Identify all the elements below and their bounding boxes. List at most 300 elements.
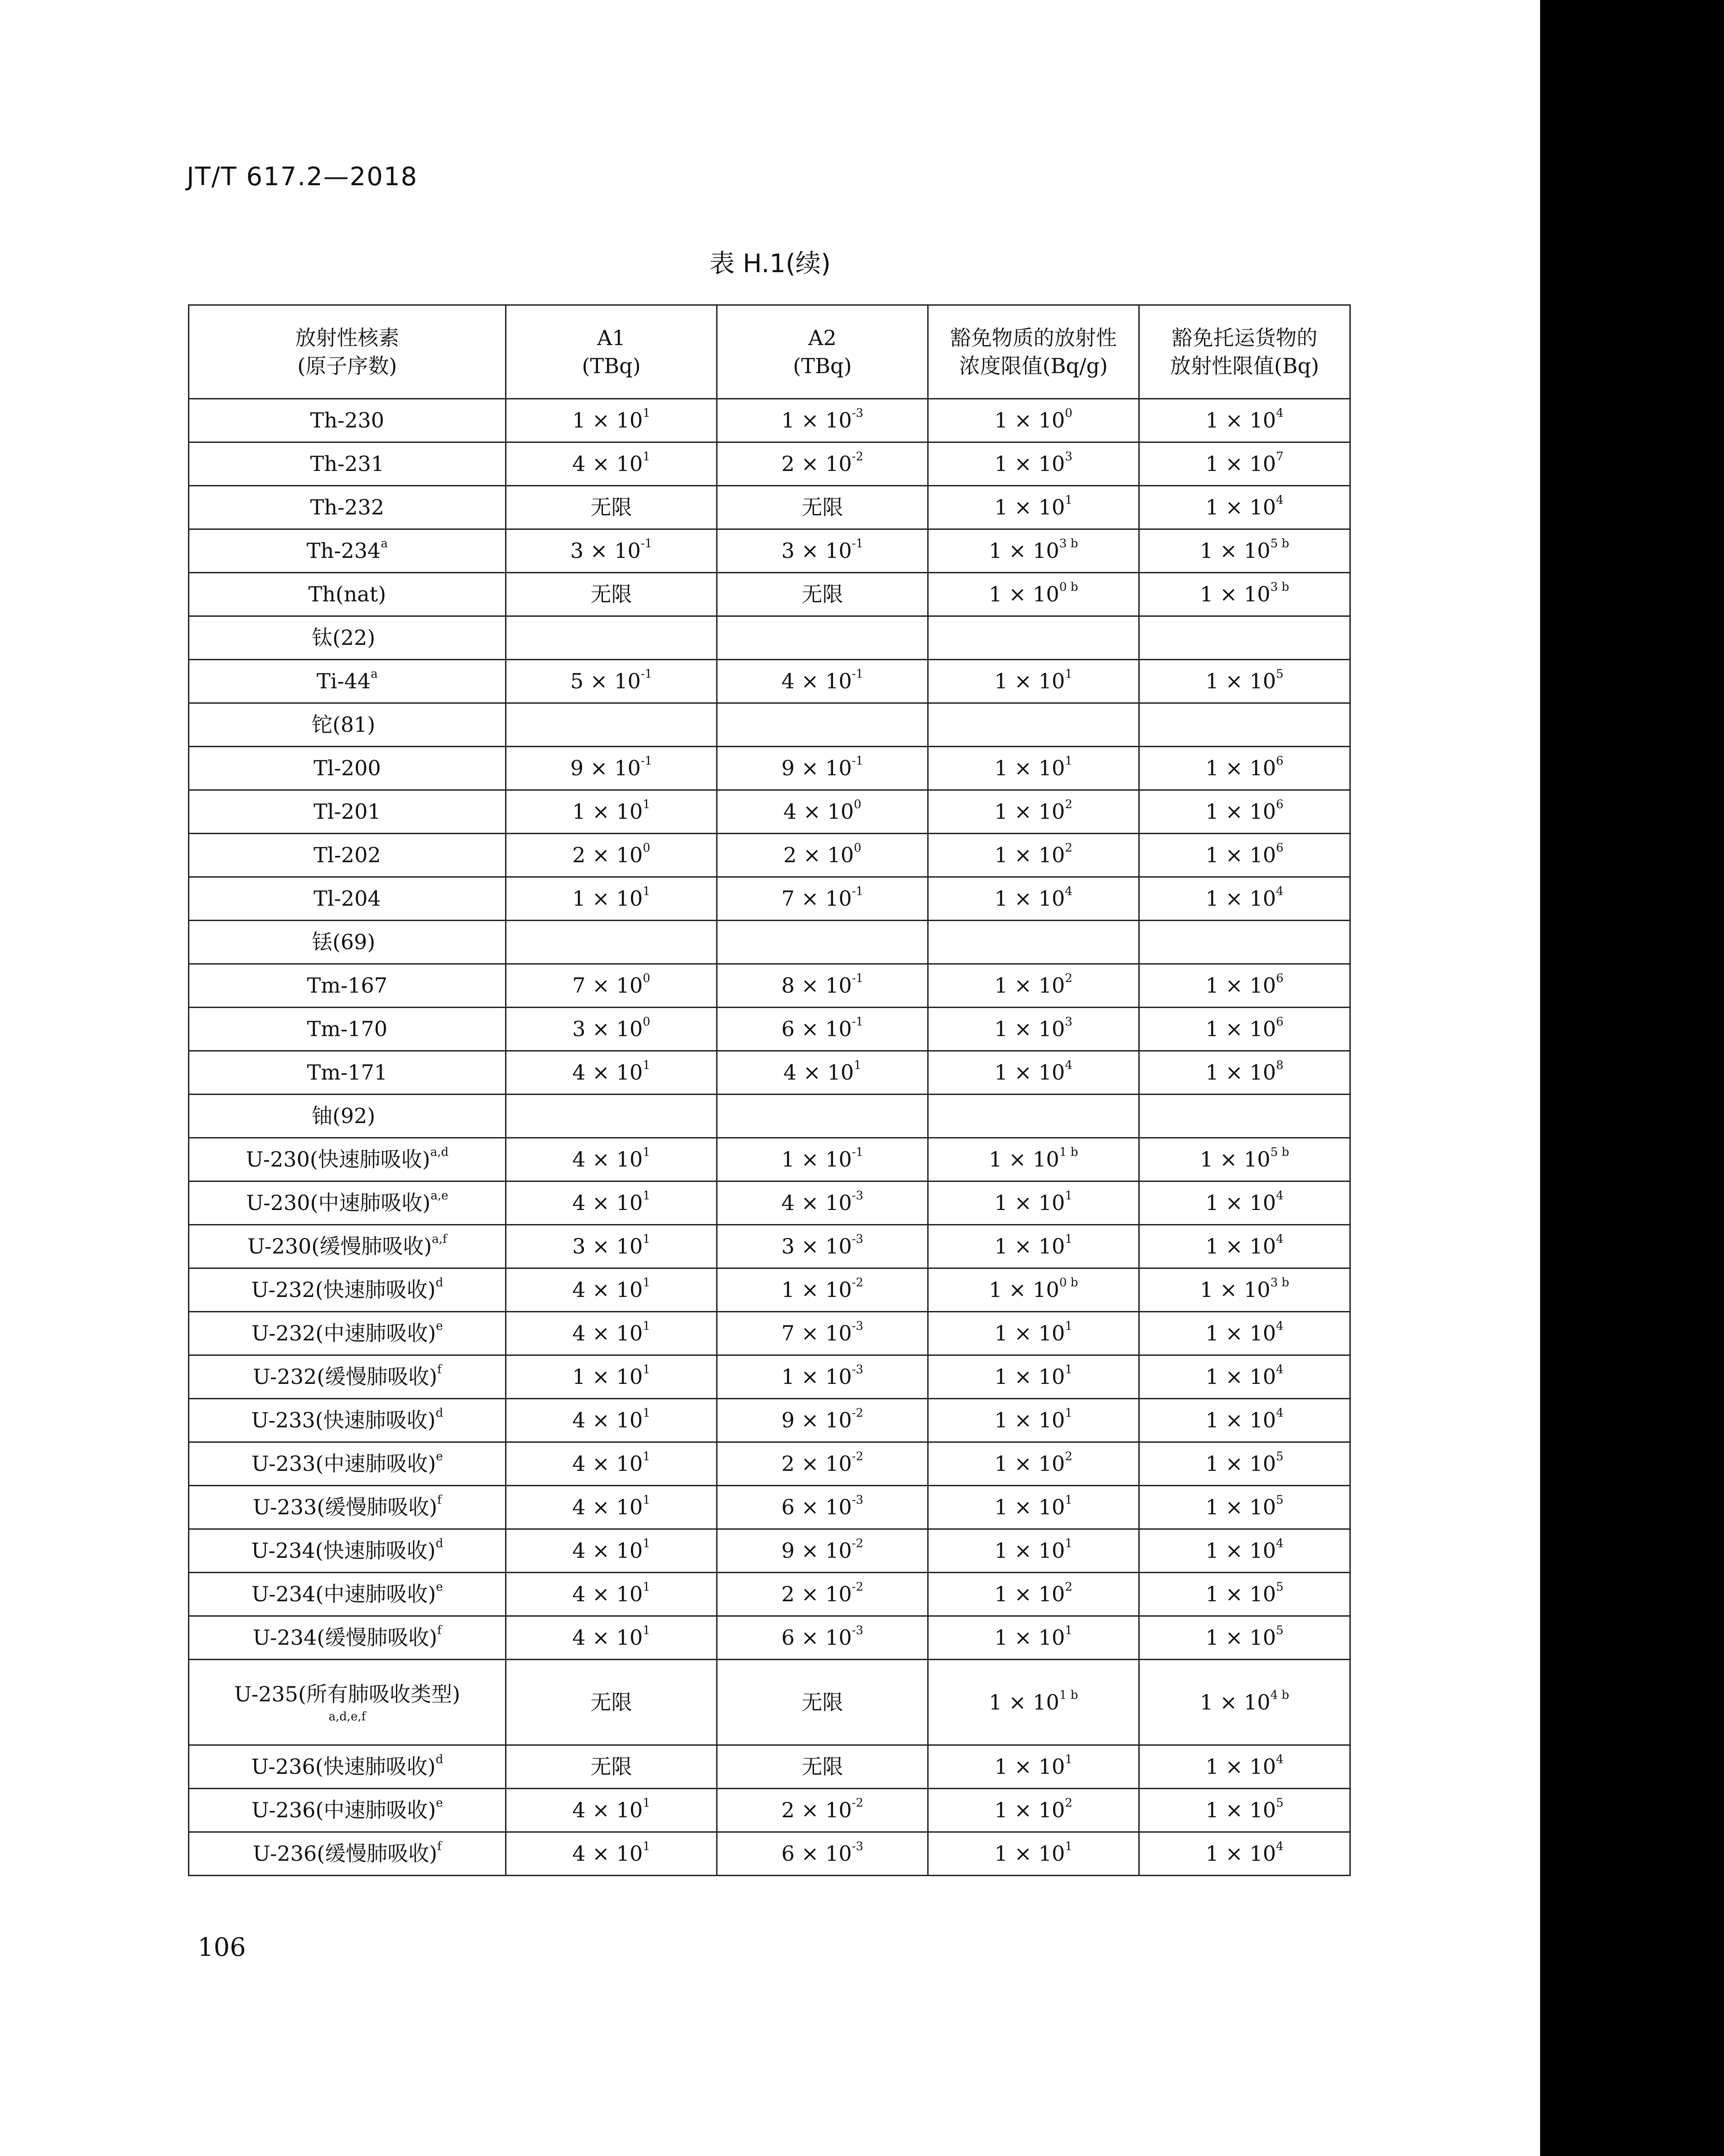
nuclide-cell	[189, 747, 506, 790]
exponent: 0	[1065, 407, 1073, 421]
exponent: -2	[852, 1580, 863, 1594]
exponent: -1	[852, 754, 863, 768]
exponent: 1	[643, 885, 650, 899]
nuclide-cell	[189, 1529, 506, 1573]
a2-value	[717, 573, 928, 616]
a1-value	[506, 1573, 717, 1616]
nuclide-name: Tl-200	[313, 756, 381, 781]
exponent: -3	[852, 1233, 863, 1247]
mantissa: 1 × 10	[994, 756, 1065, 781]
exempt-concentration-value	[928, 1529, 1139, 1573]
a2-value	[717, 399, 928, 442]
exponent: 4	[1065, 885, 1073, 899]
a1-value	[506, 1355, 717, 1399]
table-row	[189, 660, 1350, 703]
mantissa: 2 × 10	[783, 843, 854, 868]
empty-cell	[928, 921, 1139, 964]
mantissa: 1 × 10	[994, 1191, 1065, 1215]
exponent: 1	[1065, 1407, 1073, 1421]
nuclide-name: U-234(中速肺吸收)	[251, 1582, 436, 1607]
empty-cell	[1139, 703, 1350, 747]
mantissa: 1 × 10	[994, 1841, 1065, 1866]
exempt-consignment-value	[1139, 399, 1350, 442]
exempt-concentration-value	[928, 660, 1139, 703]
exponent: 2	[1065, 798, 1073, 812]
radionuclide-table	[188, 304, 1351, 1876]
exponent: -2	[852, 1407, 863, 1421]
mantissa: 1 × 10	[988, 1277, 1059, 1302]
mantissa: 1 × 10	[988, 1147, 1059, 1172]
exempt-concentration-value	[928, 1268, 1139, 1312]
exempt-consignment-value	[1139, 1138, 1350, 1181]
a2-value	[717, 834, 928, 877]
exponent: 4	[1276, 407, 1284, 421]
exponent: -3	[852, 1624, 863, 1638]
exponent: 3	[1065, 1015, 1073, 1029]
empty-cell	[506, 921, 717, 964]
nuclide-cell	[189, 1442, 506, 1486]
a2-value	[717, 486, 928, 529]
exponent: 6	[1276, 972, 1284, 986]
table-row	[189, 1181, 1350, 1225]
nuclide-name: U-232(快速肺吸收)	[251, 1277, 436, 1302]
exponent: 3 b	[1270, 1276, 1290, 1290]
exempt-consignment-value	[1139, 964, 1350, 1008]
exponent: 4	[1276, 1840, 1284, 1854]
exempt-concentration-value	[928, 1832, 1139, 1876]
mantissa: 1 × 10	[1199, 538, 1271, 563]
exempt-concentration-value	[928, 1051, 1139, 1095]
nuclide-cell	[189, 1268, 506, 1312]
empty-cell	[928, 1095, 1139, 1138]
exempt-consignment-value	[1139, 1832, 1350, 1876]
nuclide-name: U-230(中速肺吸收)	[246, 1191, 431, 1215]
exponent: 7	[1276, 450, 1284, 464]
mantissa: 1 × 10	[572, 408, 643, 433]
mantissa: 4 × 10	[572, 1191, 643, 1215]
empty-cell	[928, 616, 1139, 660]
exponent: 4	[1276, 1537, 1284, 1551]
a2-value	[717, 747, 928, 790]
a2-value	[717, 1138, 928, 1181]
exponent: 6	[1276, 841, 1284, 855]
exempt-consignment-value	[1139, 1008, 1350, 1051]
a2-value	[717, 1355, 928, 1399]
exponent: 1	[643, 1840, 650, 1854]
mantissa: 1 × 10	[1205, 1798, 1276, 1823]
exponent: 1 b	[1059, 1688, 1079, 1702]
mantissa: 2 × 10	[781, 451, 852, 476]
mantissa: 1 × 10	[1205, 451, 1276, 476]
exponent: 2	[1065, 841, 1073, 855]
exponent: 1	[643, 407, 650, 421]
mantissa: 无限	[801, 1690, 843, 1714]
nuclide-cell	[189, 1181, 506, 1225]
mantissa: 1 × 10	[572, 1364, 643, 1389]
mantissa: 3 × 10	[781, 1234, 852, 1259]
exponent: -1	[852, 972, 863, 986]
table-row	[189, 1225, 1350, 1268]
exponent: 1	[1065, 1493, 1073, 1508]
table-row	[189, 834, 1350, 877]
mantissa: 1 × 10	[1205, 495, 1276, 520]
mantissa: 1 × 10	[994, 1321, 1065, 1346]
exponent: 2	[1065, 1796, 1073, 1810]
a2-value	[717, 790, 928, 834]
exempt-concentration-value	[928, 1442, 1139, 1486]
empty-cell	[717, 703, 928, 747]
exempt-concentration-value	[928, 1486, 1139, 1529]
footnote-marker: a,f	[432, 1233, 447, 1247]
exponent: 4	[1276, 1753, 1284, 1767]
mantissa: 3 × 10	[572, 1234, 643, 1259]
mantissa: 1 × 10	[994, 886, 1065, 911]
header-exempt-concentration: 豁免物质的放射性 浓度限值(Bq/g)	[928, 305, 1139, 399]
exempt-concentration-value	[928, 1616, 1139, 1660]
footnote-marker: a,d,e,f	[328, 1710, 366, 1724]
footnote-marker: d	[435, 1537, 443, 1551]
mantissa: 1 × 10	[1205, 799, 1276, 824]
footnote-marker: f	[437, 1493, 442, 1508]
exempt-consignment-value	[1139, 1181, 1350, 1225]
empty-cell	[928, 703, 1139, 747]
exempt-concentration-value	[928, 1008, 1139, 1051]
exempt-concentration-value	[928, 747, 1139, 790]
exponent: 1	[643, 1276, 650, 1290]
mantissa: 无限	[590, 1754, 632, 1779]
footnote-marker: d	[435, 1276, 443, 1290]
mantissa: 4 × 10	[572, 1060, 643, 1085]
exponent: 5	[1276, 1580, 1284, 1594]
exponent: 2	[1065, 1580, 1073, 1594]
nuclide-name: U-236(缓慢肺吸收)	[253, 1841, 438, 1866]
mantissa: 4 × 10	[572, 1798, 643, 1823]
exponent: -2	[852, 1450, 863, 1464]
exponent: 4	[1065, 1059, 1073, 1073]
mantissa: 1 × 10	[1205, 1017, 1276, 1042]
mantissa: 1 × 10	[1205, 669, 1276, 694]
nuclide-cell	[189, 877, 506, 921]
nuclide-cell	[189, 1573, 506, 1616]
table-row	[189, 442, 1350, 486]
mantissa: 9 × 10	[570, 756, 641, 781]
a2-value	[717, 1312, 928, 1355]
exponent: -2	[852, 450, 863, 464]
mantissa: 1 × 10	[1205, 1364, 1276, 1389]
exponent: 1	[1065, 1189, 1073, 1203]
exponent: 1	[1065, 1840, 1073, 1854]
group-row	[189, 616, 1350, 660]
mantissa: 1 × 10	[1205, 1754, 1276, 1779]
footnote-marker: a	[380, 537, 388, 551]
nuclide-cell	[189, 1138, 506, 1181]
empty-cell	[1139, 1095, 1350, 1138]
table-row	[189, 1051, 1350, 1095]
nuclide-name: Tm-167	[307, 973, 388, 998]
a1-value	[506, 486, 717, 529]
exponent: -1	[852, 885, 863, 899]
a2-value	[717, 1268, 928, 1312]
nuclide-cell	[189, 486, 506, 529]
mantissa: 1 × 10	[1205, 1234, 1276, 1259]
exempt-consignment-value	[1139, 1355, 1350, 1399]
mantissa: 3 × 10	[570, 538, 641, 563]
exempt-consignment-value	[1139, 442, 1350, 486]
exempt-concentration-value	[928, 1789, 1139, 1832]
empty-cell	[506, 703, 717, 747]
exponent: 5 b	[1270, 537, 1290, 551]
table-row	[189, 1008, 1350, 1051]
page-number: 106	[197, 1933, 246, 1962]
exponent: -3	[852, 1320, 863, 1334]
table-row	[189, 747, 1350, 790]
a1-value	[506, 834, 717, 877]
nuclide-name: Tl-201	[313, 799, 381, 824]
nuclide-cell	[189, 790, 506, 834]
mantissa: 无限	[801, 582, 843, 607]
exempt-concentration-value	[928, 964, 1139, 1008]
mantissa: 1 × 10	[1205, 843, 1276, 868]
mantissa: 1 × 10	[572, 886, 643, 911]
nuclide-cell	[189, 1355, 506, 1399]
exponent: -3	[852, 1363, 863, 1377]
nuclide-name: U-234(快速肺吸收)	[251, 1538, 436, 1563]
exponent: 3 b	[1059, 537, 1079, 551]
mantissa: 4 × 10	[783, 1060, 854, 1085]
a1-value	[506, 1312, 717, 1355]
mantissa: 1 × 10	[1205, 886, 1276, 911]
exempt-concentration-value	[928, 529, 1139, 573]
a2-value	[717, 442, 928, 486]
mantissa: 1 × 10	[988, 582, 1059, 607]
nuclide-name: Ti-44	[317, 669, 371, 694]
exempt-consignment-value	[1139, 1268, 1350, 1312]
exponent: -2	[852, 1796, 863, 1810]
exempt-consignment-value	[1139, 877, 1350, 921]
mantissa: 1 × 10	[1205, 1451, 1276, 1476]
mantissa: 1 × 10	[994, 1538, 1065, 1563]
nuclide-name: Tl-204	[313, 886, 381, 911]
a1-value	[506, 1051, 717, 1095]
mantissa: 1 × 10	[994, 1582, 1065, 1607]
table-header-row	[189, 305, 1350, 399]
exponent: 4 b	[1270, 1688, 1290, 1702]
exponent: 1	[643, 1363, 650, 1377]
mantissa: 1 × 10	[1205, 1538, 1276, 1563]
exponent: 0	[643, 1015, 650, 1029]
footnote-marker: a,d	[430, 1146, 449, 1160]
mantissa: 1 × 10	[781, 1277, 852, 1302]
empty-cell	[717, 1095, 928, 1138]
exponent: 1	[643, 1189, 650, 1203]
a1-value	[506, 747, 717, 790]
exempt-consignment-value	[1139, 1529, 1350, 1573]
table-row	[189, 1442, 1350, 1486]
exempt-concentration-value	[928, 486, 1139, 529]
footnote-marker: e	[436, 1320, 443, 1334]
exempt-concentration-value	[928, 1312, 1139, 1355]
table-row	[189, 1616, 1350, 1660]
a2-value	[717, 1832, 928, 1876]
exempt-concentration-value	[928, 1745, 1139, 1789]
exponent: 6	[1276, 754, 1284, 768]
exponent: 0	[854, 798, 862, 812]
mantissa: 1 × 10	[994, 1495, 1065, 1520]
table-row	[189, 1573, 1350, 1616]
exponent: 1	[1065, 667, 1073, 682]
mantissa: 1 × 10	[1205, 1060, 1276, 1085]
mantissa: 1 × 10	[994, 1798, 1065, 1823]
mantissa: 9 × 10	[781, 756, 852, 781]
exponent: 0	[854, 841, 862, 855]
exempt-concentration-value	[928, 1660, 1139, 1745]
a2-value	[717, 1486, 928, 1529]
exponent: -2	[852, 1276, 863, 1290]
nuclide-name: U-235(所有肺吸收类型)	[234, 1682, 461, 1707]
exponent: 5	[1276, 1624, 1284, 1638]
exponent: 4	[1276, 1320, 1284, 1334]
exponent: 1	[643, 1407, 650, 1421]
exempt-consignment-value	[1139, 1225, 1350, 1268]
header-nuclide: 放射性核素 (原子序数)	[189, 305, 506, 399]
mantissa: 6 × 10	[781, 1841, 852, 1866]
exponent: 4	[1276, 885, 1284, 899]
nuclide-name: Th-231	[310, 451, 385, 476]
footnote-marker: e	[436, 1796, 443, 1810]
exponent: 1	[643, 1537, 650, 1551]
mantissa: 1 × 10	[988, 538, 1059, 563]
nuclide-name: U-230(快速肺吸收)	[246, 1147, 430, 1172]
mantissa: 1 × 10	[994, 799, 1065, 824]
mantissa: 1 × 10	[1199, 1147, 1271, 1172]
exponent: -3	[852, 1493, 863, 1508]
header-a2: A2 (TBq)	[717, 305, 928, 399]
a1-value	[506, 1789, 717, 1832]
exponent: 0	[643, 841, 650, 855]
a2-value	[717, 1051, 928, 1095]
footnote-marker: a	[371, 667, 378, 682]
mantissa: 1 × 10	[994, 843, 1065, 868]
exempt-concentration-value	[928, 834, 1139, 877]
a1-value	[506, 1745, 717, 1789]
exponent: -1	[852, 1015, 863, 1029]
a1-value	[506, 1616, 717, 1660]
mantissa: 8 × 10	[781, 973, 852, 998]
a1-value	[506, 877, 717, 921]
mantissa: 1 × 10	[1205, 1191, 1276, 1215]
mantissa: 1 × 10	[1205, 1582, 1276, 1607]
nuclide-name: U-233(中速肺吸收)	[251, 1451, 436, 1476]
exponent: 5	[1276, 667, 1284, 682]
nuclide-cell	[189, 1745, 506, 1789]
exponent: 1	[1065, 1233, 1073, 1247]
mantissa: 1 × 10	[994, 1364, 1065, 1389]
exempt-consignment-value	[1139, 1486, 1350, 1529]
mantissa: 5 × 10	[570, 669, 641, 694]
exempt-consignment-value	[1139, 573, 1350, 616]
nuclide-name: Th-232	[310, 495, 385, 520]
mantissa: 3 × 10	[572, 1017, 643, 1042]
mantissa: 无限	[590, 1690, 632, 1714]
mantissa: 4 × 10	[572, 1538, 643, 1563]
exponent: 1	[643, 1146, 650, 1160]
exempt-concentration-value	[928, 1573, 1139, 1616]
a2-value	[717, 660, 928, 703]
mantissa: 6 × 10	[781, 1495, 852, 1520]
a1-value	[506, 1486, 717, 1529]
exponent: 1	[643, 450, 650, 464]
exempt-consignment-value	[1139, 1616, 1350, 1660]
exempt-concentration-value	[928, 1355, 1139, 1399]
mantissa: 1 × 10	[1205, 1841, 1276, 1866]
table-row	[189, 964, 1350, 1008]
mantissa: 7 × 10	[781, 1321, 852, 1346]
exponent: -1	[640, 754, 652, 768]
exponent: 4	[1276, 1407, 1284, 1421]
mantissa: 1 × 10	[994, 973, 1065, 998]
exempt-concentration-value	[928, 1138, 1139, 1181]
exponent: 1	[854, 1059, 862, 1073]
mantissa: 无限	[801, 1754, 843, 1779]
mantissa: 3 × 10	[781, 538, 852, 563]
exempt-consignment-value	[1139, 1442, 1350, 1486]
a2-value	[717, 1008, 928, 1051]
a1-value	[506, 1399, 717, 1442]
footnote-marker: a,e	[430, 1189, 448, 1203]
nuclide-cell	[189, 1832, 506, 1876]
nuclide-name: U-233(缓慢肺吸收)	[253, 1495, 438, 1520]
nuclide-cell	[189, 399, 506, 442]
exempt-consignment-value	[1139, 747, 1350, 790]
a2-value	[717, 1745, 928, 1789]
a1-value	[506, 1529, 717, 1573]
nuclide-name: U-230(缓慢肺吸收)	[247, 1234, 432, 1259]
mantissa: 1 × 10	[781, 408, 852, 433]
footnote-marker: f	[437, 1840, 442, 1854]
exponent: 1	[643, 1493, 650, 1508]
exponent: 1	[643, 1233, 650, 1247]
table-row	[189, 399, 1350, 442]
table-row	[189, 1789, 1350, 1832]
exempt-concentration-value	[928, 790, 1139, 834]
exponent: 1	[643, 1580, 650, 1594]
a2-value	[717, 964, 928, 1008]
exponent: 1	[1065, 1320, 1073, 1334]
empty-cell	[717, 921, 928, 964]
a2-value	[717, 1442, 928, 1486]
nuclide-cell	[189, 1312, 506, 1355]
nuclide-name: U-236(快速肺吸收)	[251, 1754, 436, 1779]
mantissa: 无限	[801, 495, 843, 520]
a1-value	[506, 1268, 717, 1312]
a1-value	[506, 529, 717, 573]
mantissa: 4 × 10	[781, 1191, 852, 1215]
a2-value	[717, 877, 928, 921]
exponent: 1	[643, 1624, 650, 1638]
exponent: 3	[1065, 450, 1073, 464]
exempt-consignment-value	[1139, 1051, 1350, 1095]
a2-value	[717, 1573, 928, 1616]
exponent: -1	[852, 1146, 863, 1160]
mantissa: 4 × 10	[572, 1408, 643, 1433]
mantissa: 4 × 10	[572, 1277, 643, 1302]
mantissa: 1 × 10	[994, 451, 1065, 476]
empty-cell	[506, 616, 717, 660]
mantissa: 2 × 10	[781, 1798, 852, 1823]
table-row	[189, 1529, 1350, 1573]
footnote-marker: f	[437, 1363, 442, 1377]
exponent: 4	[1276, 494, 1284, 508]
